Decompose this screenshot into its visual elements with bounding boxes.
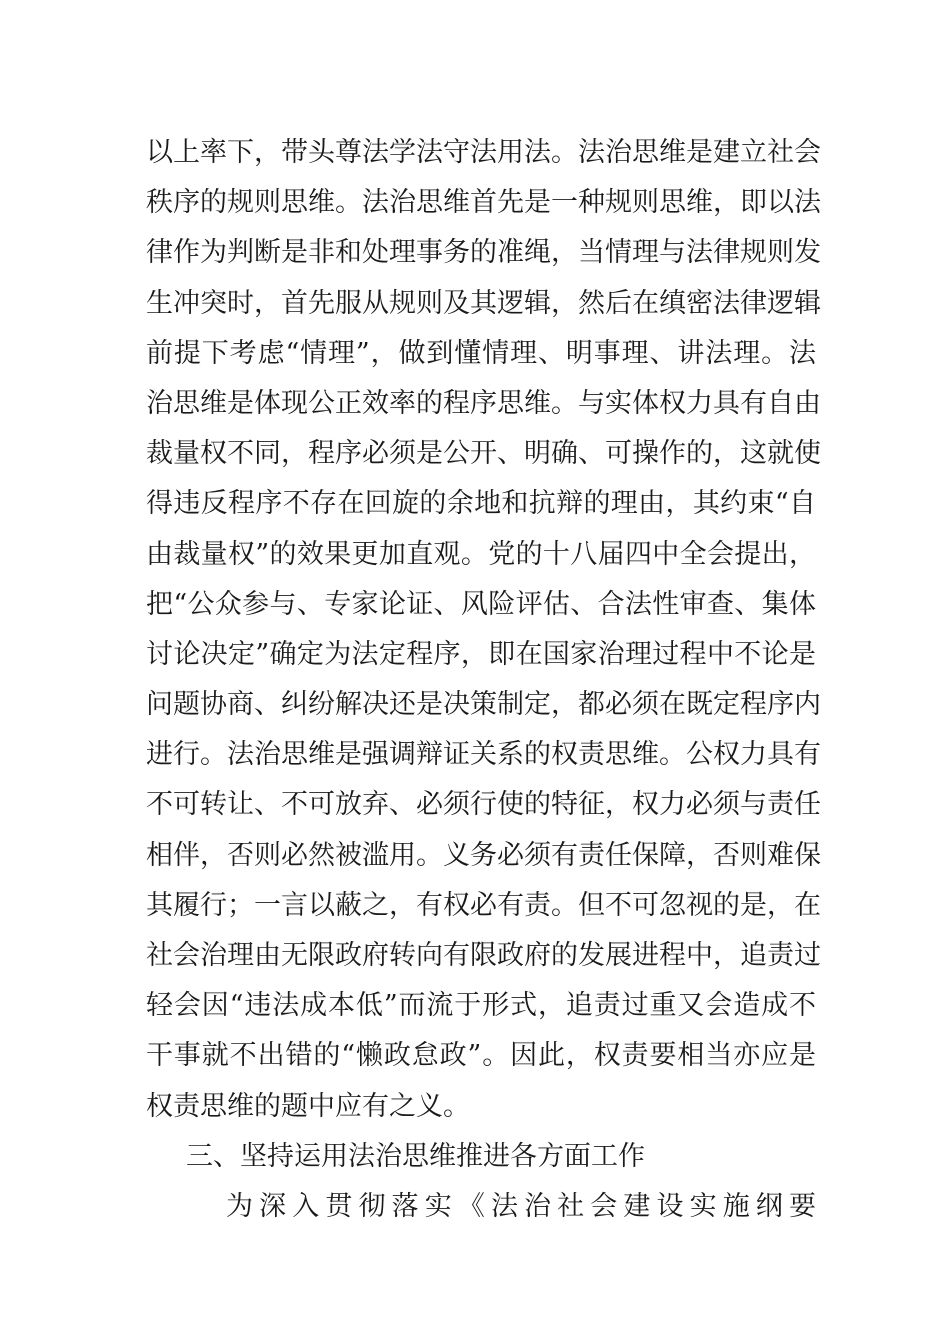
text-line: 权责思维的题中应有之义。: [146, 1090, 470, 1122]
text-line: 进行。法治思维是强调辩证关系的权责思维。公权力具有: [146, 739, 821, 771]
text-line: 把“公众参与、专家论证、风险评估、合法性审查、集体: [146, 588, 816, 620]
text-line: 秩序的规则思维。法治思维首先是一种规则思维，即以法: [146, 187, 821, 219]
text-line: 不可转让、不可放弃、必须行使的特征，权力必须与责任: [146, 789, 821, 821]
section-heading: 三、坚持运用法治思维推进各方面工作: [186, 1140, 645, 1172]
text-line: 生冲突时，首先服从规则及其逻辑，然后在缜密法律逻辑: [146, 287, 821, 319]
text-line: 以上率下，带头尊法学法守法用法。法治思维是建立社会: [146, 137, 821, 168]
text-line: 裁量权不同，程序必须是公开、明确、可操作的，这就使: [146, 438, 821, 470]
text-line: 轻会因“违法成本低”而流于形式，追责过重又会造成不: [146, 990, 816, 1022]
text-line: 其履行；一言以蔽之，有权必有责。但不可忽视的是，在: [146, 889, 821, 921]
text-line: 得违反程序不存在回旋的余地和抗辩的理由，其约束“自: [146, 488, 816, 520]
text-line: 由裁量权”的效果更加直观。党的十八届四中全会提出，: [146, 538, 816, 570]
text-line: 律作为判断是非和处理事务的准绳，当情理与法律规则发: [146, 237, 821, 269]
text-line: 社会治理由无限政府转向有限政府的发展进程中，追责过: [146, 940, 821, 971]
text-line: 相伴，否则必然被滥用。义务必须有责任保障，否则难保: [146, 839, 821, 871]
paragraph-start-line: 为深入贯彻落实《法治社会建设实施纲要: [226, 1190, 816, 1222]
text-line: 讨论决定”确定为法定程序，即在国家治理过程中不论是: [146, 638, 816, 670]
text-line: 治思维是体现公正效率的程序思维。与实体权力具有自由: [146, 387, 821, 419]
text-line: 前提下考虑“情理”，做到懂情理、明事理、讲法理。法: [146, 337, 816, 369]
body-text: [146, 128, 821, 1232]
text-line: 问题协商、纠纷解决还是决策制定，都必须在既定程序内: [146, 689, 821, 721]
text-line: 干事就不出错的“懒政怠政”。因此，权责要相当亦应是: [146, 1040, 816, 1072]
